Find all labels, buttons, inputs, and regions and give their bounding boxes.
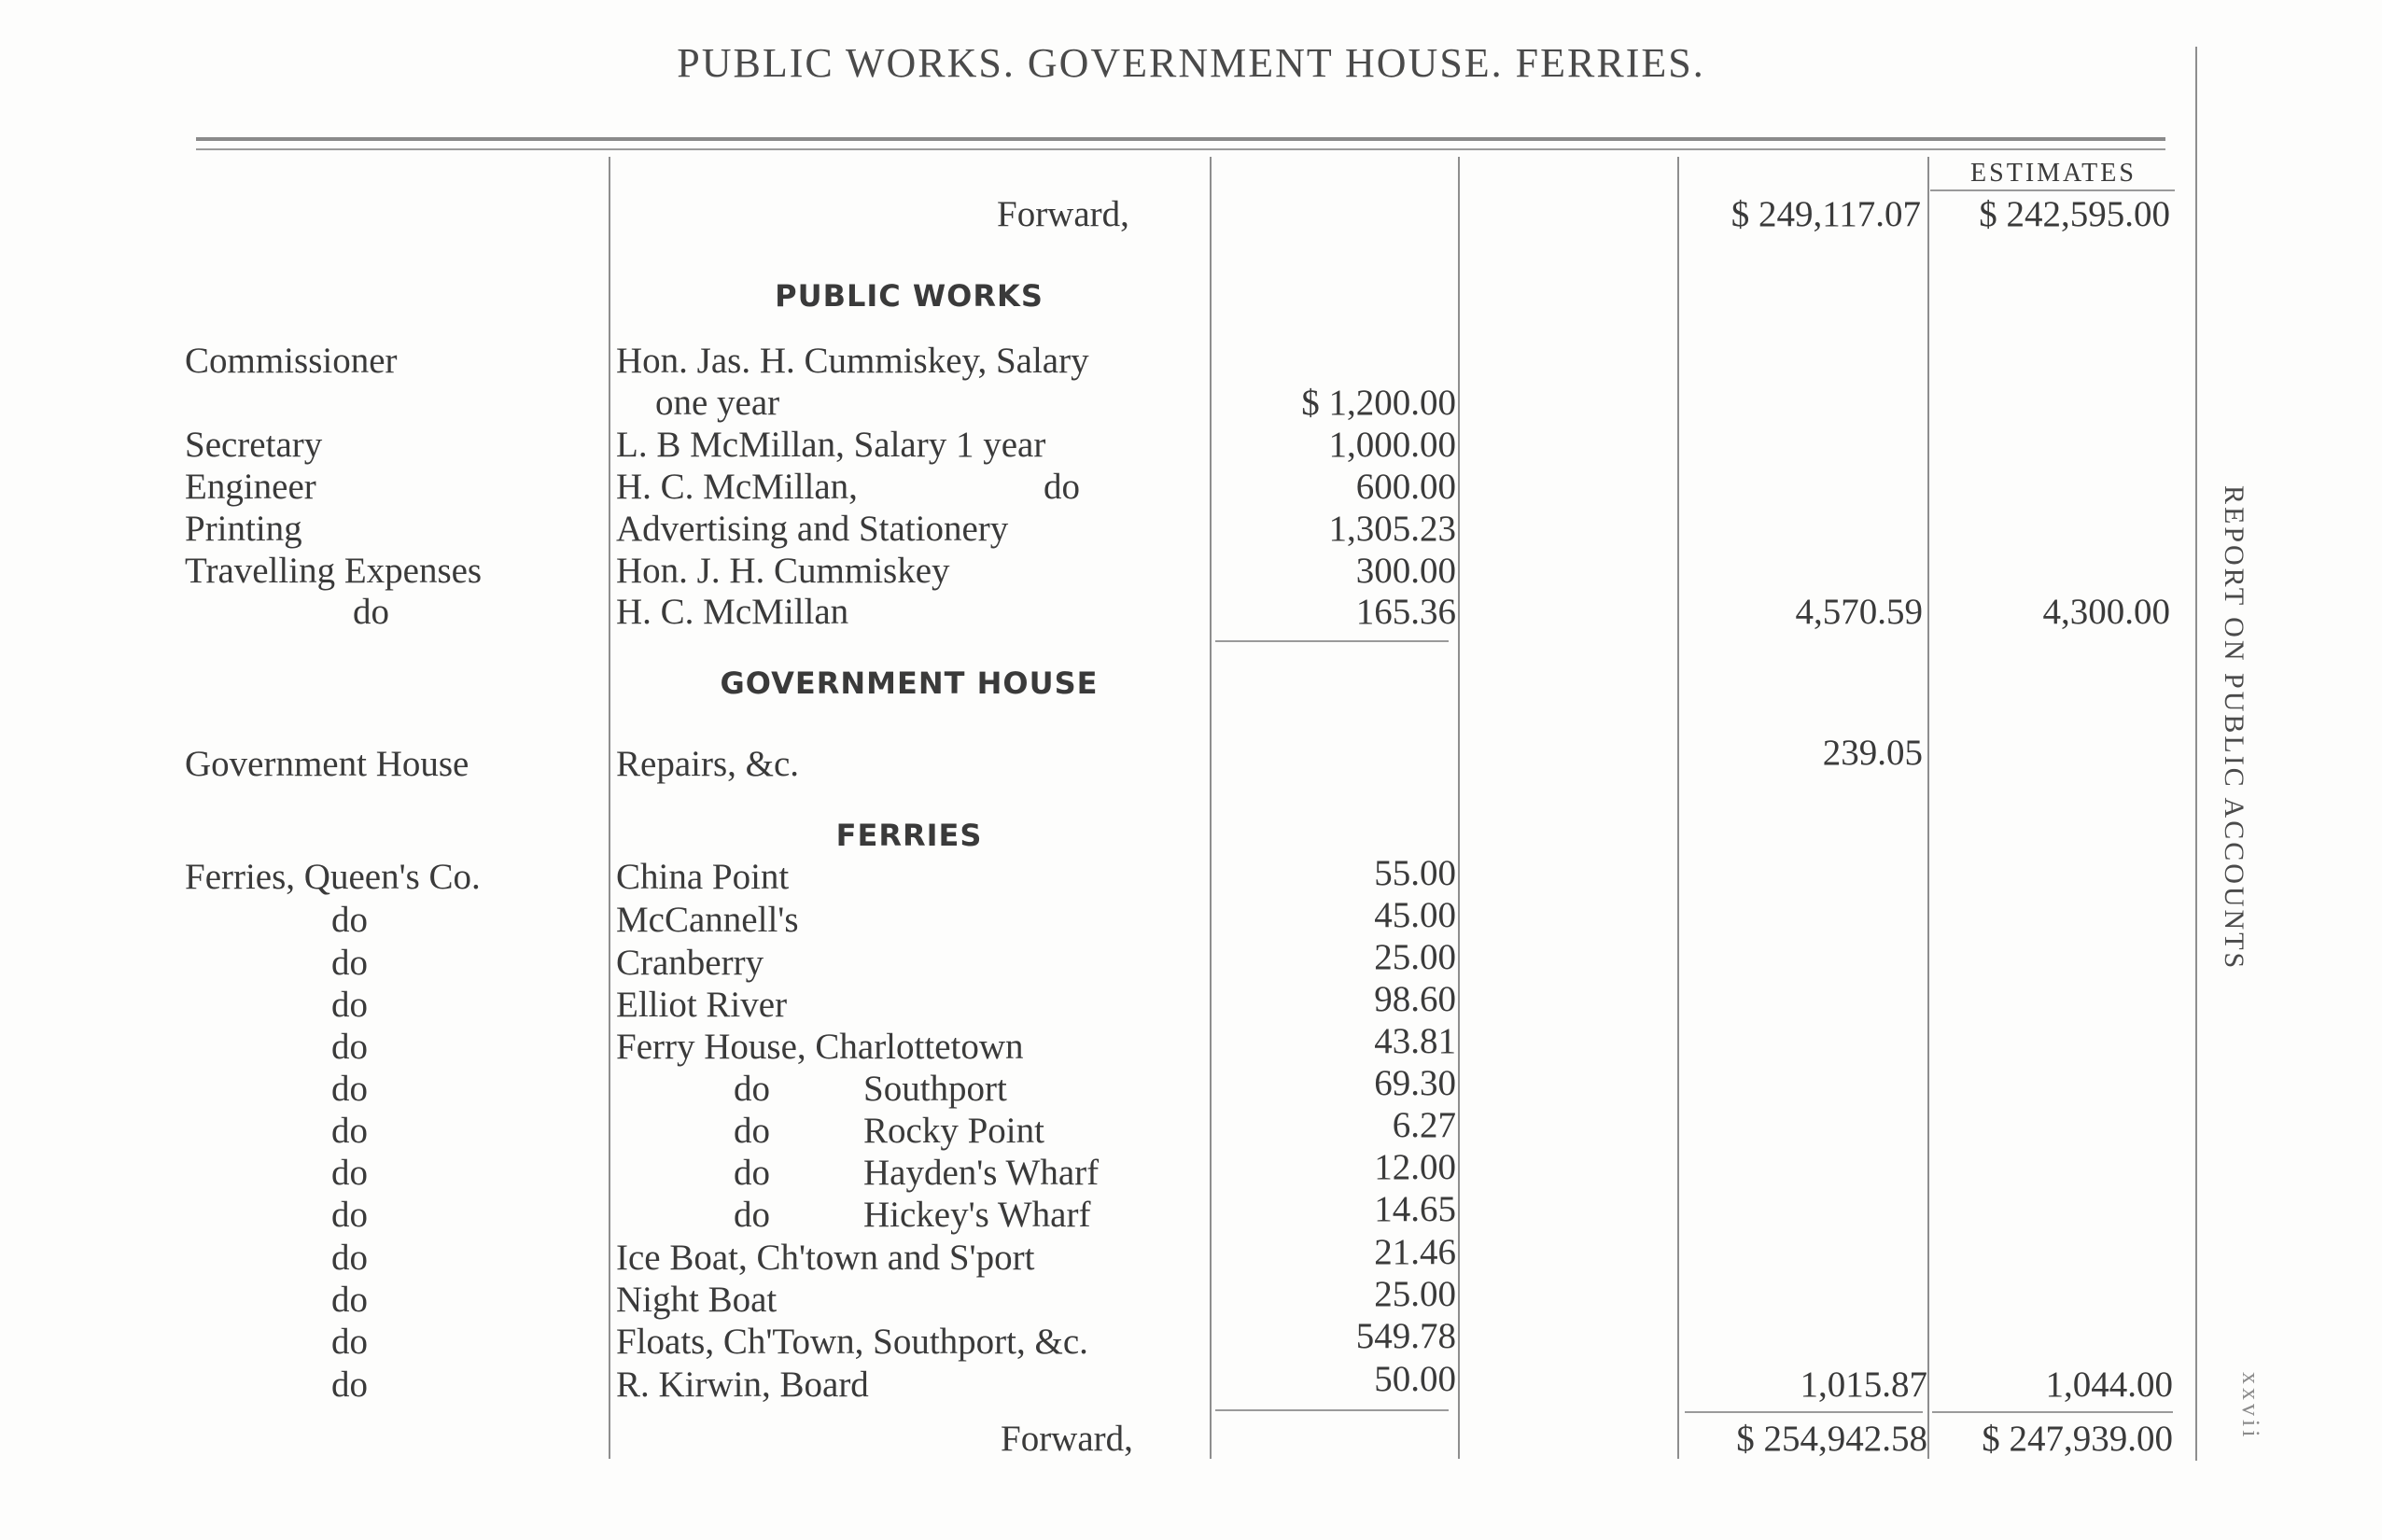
forward-total-bottom: $ 254,942.58 bbox=[1736, 1419, 1927, 1459]
description-china-point: China Point bbox=[616, 857, 790, 897]
column-rule-amount-left bbox=[1210, 157, 1212, 1459]
description-travelling-mcmillan: H. C. McMillan bbox=[616, 592, 849, 632]
ferries-total: 1,015.87 bbox=[1800, 1365, 1927, 1405]
forward-total-top: $ 249,117.07 bbox=[1730, 194, 1921, 234]
category-commissioner: Commissioner bbox=[185, 341, 398, 381]
public-works-estimate: 4,300.00 bbox=[2042, 592, 2170, 632]
public-works-sum-rule bbox=[1215, 640, 1449, 642]
category-printing: Printing bbox=[185, 509, 302, 549]
description-elliot-river: Elliot River bbox=[616, 985, 788, 1025]
amount-travelling-cummiskey: 300.00 bbox=[1355, 551, 1456, 591]
category-secretary: Secretary bbox=[185, 425, 323, 465]
category-ditto: do bbox=[353, 592, 389, 632]
category-ditto: do bbox=[331, 1069, 368, 1109]
amount-floats: 549.78 bbox=[1355, 1316, 1456, 1356]
description-commissioner-cont: one year bbox=[655, 383, 780, 423]
amount-commissioner: $ 1,200.00 bbox=[1301, 383, 1456, 423]
estimates-underline bbox=[1930, 189, 2175, 191]
column-rule-total-left bbox=[1677, 157, 1679, 1459]
amount-kirwin-board: 50.00 bbox=[1374, 1359, 1456, 1399]
ditto-engineer: do bbox=[1044, 467, 1080, 507]
category-ditto: do bbox=[331, 1111, 368, 1151]
column-rule-estimate-right bbox=[2195, 47, 2197, 1461]
amount-southport: 69.30 bbox=[1374, 1063, 1456, 1103]
category-ditto: do bbox=[331, 1365, 368, 1405]
amount-secretary: 1,000.00 bbox=[1328, 425, 1456, 465]
page-number: xxvii bbox=[2237, 1372, 2264, 1441]
category-ditto: do bbox=[331, 1322, 368, 1362]
amount-night-boat: 25.00 bbox=[1374, 1274, 1456, 1314]
category-ditto: do bbox=[331, 1280, 368, 1320]
amount-haydens-wharf: 12.00 bbox=[1374, 1147, 1456, 1187]
section-heading-government-house: GOVERNMENT HOUSE bbox=[720, 665, 1099, 701]
description-engineer: H. C. McMillan, bbox=[616, 467, 858, 507]
category-ditto: do bbox=[331, 1238, 368, 1278]
place-rocky-point: Rocky Point bbox=[863, 1111, 1044, 1151]
amount-engineer: 600.00 bbox=[1355, 467, 1456, 507]
column-rule-amount-right bbox=[1458, 157, 1460, 1459]
description-ditto: do bbox=[734, 1195, 770, 1235]
category-ditto: do bbox=[331, 985, 368, 1025]
ferries-sum-rule bbox=[1215, 1409, 1449, 1411]
place-haydens-wharf: Hayden's Wharf bbox=[863, 1153, 1100, 1193]
column-rule-total-right bbox=[1927, 157, 1929, 1459]
section-heading-public-works: PUBLIC WORKS bbox=[775, 278, 1044, 314]
description-secretary: L. B McMillan, Salary 1 year bbox=[616, 425, 1046, 465]
place-southport: Southport bbox=[863, 1069, 1007, 1109]
government-house-total: 239.05 bbox=[1822, 733, 1923, 773]
category-ditto: do bbox=[331, 943, 368, 983]
amount-ferry-house: 43.81 bbox=[1374, 1021, 1456, 1061]
amount-cranberry: 25.00 bbox=[1374, 937, 1456, 977]
side-running-title: REPORT ON PUBLIC ACCOUNTS bbox=[2219, 485, 2249, 972]
description-cranberry: Cranberry bbox=[616, 943, 764, 983]
forward-estimate-bottom: $ 247,939.00 bbox=[1982, 1419, 2173, 1459]
description-government-house: Repairs, &c. bbox=[616, 744, 800, 784]
description-floats: Floats, Ch'Town, Southport, &c. bbox=[616, 1322, 1088, 1362]
description-ice-boat: Ice Boat, Ch'town and S'port bbox=[616, 1238, 1035, 1278]
forward-label-top: Forward, bbox=[997, 194, 1129, 234]
column-rule-description bbox=[609, 157, 610, 1459]
category-engineer: Engineer bbox=[185, 467, 316, 507]
description-kirwin-board: R. Kirwin, Board bbox=[616, 1365, 869, 1405]
category-ditto: do bbox=[331, 1195, 368, 1235]
amount-elliot-river: 98.60 bbox=[1374, 979, 1456, 1019]
amount-mccannells: 45.00 bbox=[1374, 895, 1456, 935]
description-ditto: do bbox=[734, 1111, 770, 1151]
section-heading-ferries: FERRIES bbox=[835, 818, 983, 853]
amount-travelling-mcmillan: 165.36 bbox=[1355, 592, 1456, 632]
forward-estimate-top: $ 242,595.00 bbox=[1979, 194, 2170, 234]
category-ferries: Ferries, Queen's Co. bbox=[185, 857, 481, 897]
amount-printing: 1,305.23 bbox=[1328, 509, 1456, 549]
estimates-column-heading: ESTIMATES bbox=[1970, 159, 2137, 188]
forward-label-bottom: Forward, bbox=[1001, 1419, 1133, 1459]
page-title: PUBLIC WORKS. GOVERNMENT HOUSE. FERRIES. bbox=[677, 40, 1705, 86]
description-ditto: do bbox=[734, 1069, 770, 1109]
forward-total-rule bbox=[1685, 1411, 1923, 1413]
description-travelling-cummiskey: Hon. J. H. Cummiskey bbox=[616, 551, 950, 591]
amount-ice-boat: 21.46 bbox=[1374, 1232, 1456, 1272]
place-hickeys-wharf: Hickey's Wharf bbox=[863, 1195, 1091, 1235]
category-ditto: do bbox=[331, 1027, 368, 1067]
description-night-boat: Night Boat bbox=[616, 1280, 778, 1320]
description-ditto: do bbox=[734, 1153, 770, 1193]
description-printing: Advertising and Stationery bbox=[616, 509, 1009, 549]
category-government-house: Government House bbox=[185, 744, 469, 784]
category-ditto: do bbox=[331, 1153, 368, 1193]
category-travelling-expenses: Travelling Expenses bbox=[185, 551, 483, 591]
category-ditto: do bbox=[331, 900, 368, 940]
amount-china-point: 55.00 bbox=[1374, 853, 1456, 893]
amount-hickeys-wharf: 14.65 bbox=[1374, 1189, 1456, 1229]
description-mccannells: McCannell's bbox=[616, 900, 799, 940]
public-works-total: 4,570.59 bbox=[1795, 592, 1923, 632]
description-ferry-house: Ferry House, Charlottetown bbox=[616, 1027, 1024, 1067]
ferries-estimate: 1,044.00 bbox=[2045, 1365, 2173, 1405]
description-commissioner: Hon. Jas. H. Cummiskey, Salary bbox=[616, 341, 1089, 381]
forward-estimate-rule bbox=[1932, 1411, 2173, 1413]
amount-rocky-point: 6.27 bbox=[1392, 1105, 1456, 1145]
header-double-rule bbox=[196, 137, 2165, 150]
